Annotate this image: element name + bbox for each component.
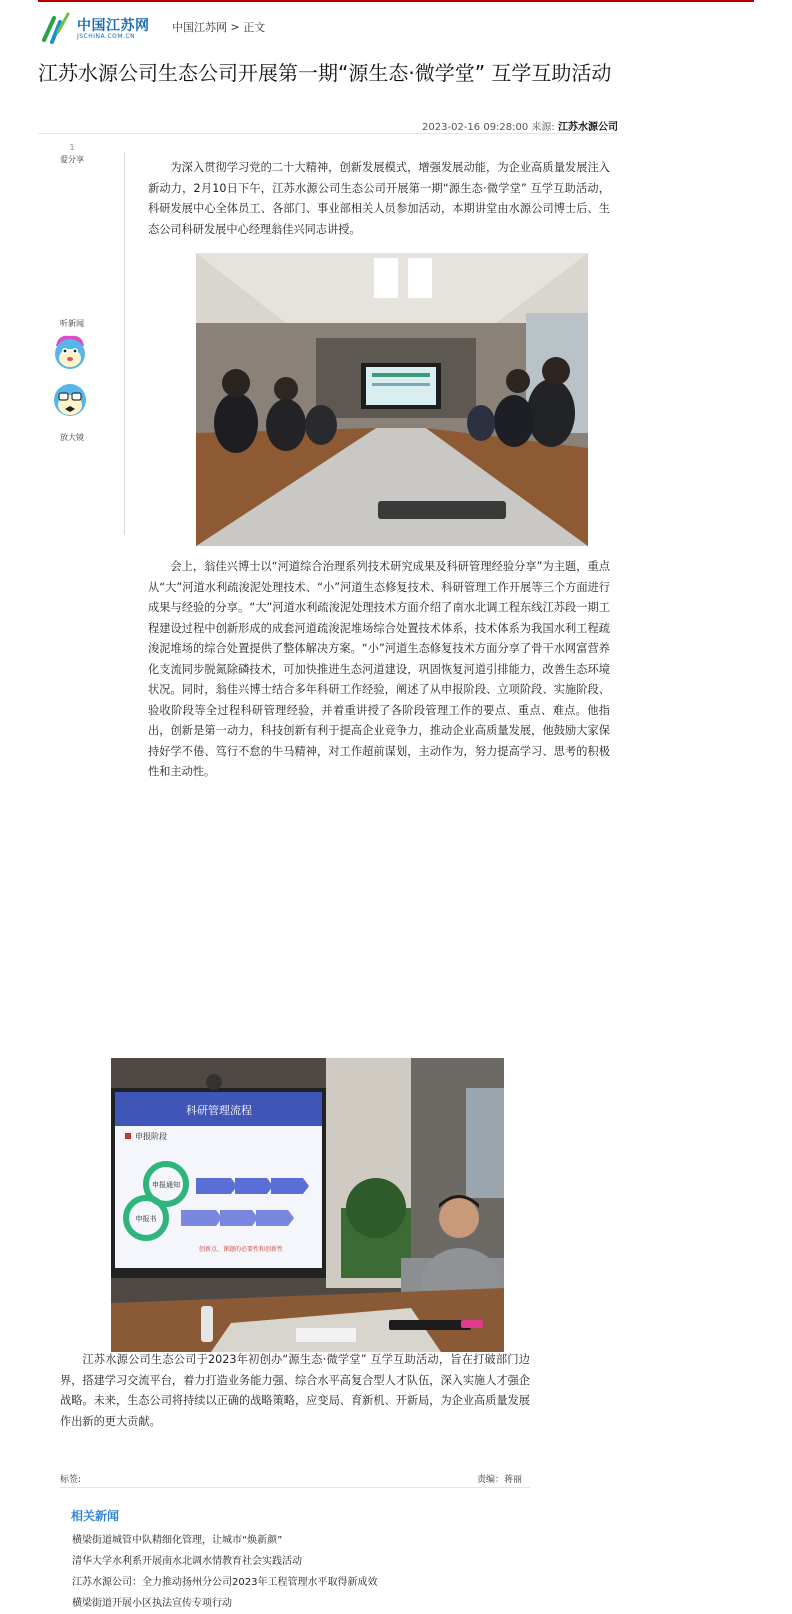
share-count: 1 xyxy=(69,143,75,152)
article-paragraph-1: 为深入贯彻学习党的二十大精神，创新发展模式，增强发展动能，为企业高质量发展注入新动力，2月10日下午，江苏水源公司生态公司开展第一期“源生态·微学堂” 互学互助活动，科研发展中心全体员工、各部门、事业部相关人员参加活动，本期讲堂由水源公司博士后、生态公司科研发展中心经理翁佳兴同志讲授。 xyxy=(148,161,610,236)
publish-datetime: 2023-02-16 09:28:00 xyxy=(422,122,529,133)
slide-section: 申报阶段 xyxy=(135,1132,167,1141)
slide-footer: 创新点、课题的必要性和创新性 xyxy=(199,1247,284,1253)
listen-mascot-icon xyxy=(50,332,90,372)
top-accent-line xyxy=(38,0,754,2)
listen-news-button[interactable] xyxy=(50,332,90,372)
source-name: 江苏水源公司 xyxy=(558,122,618,133)
share-label: 爱分享 xyxy=(60,155,84,164)
footer-divider xyxy=(60,1487,530,1488)
logo-text: 中国江苏网 xyxy=(77,18,150,34)
editor-label: 责编：蒋丽 xyxy=(477,1475,523,1485)
related-news-link[interactable]: 江苏水源公司：全力推动扬州分公司2023年工程管理水平取得新成效 xyxy=(72,1577,378,1588)
zoom-button[interactable] xyxy=(50,380,90,420)
related-news-link[interactable]: 清华大学水利系开展南水北调水情教育社会实践活动 xyxy=(72,1556,302,1567)
site-logo[interactable] xyxy=(40,10,152,46)
breadcrumb-current: 正文 xyxy=(243,21,266,34)
breadcrumb-home-link[interactable]: 中国江苏网 xyxy=(172,21,227,34)
zoom-label: 放大镜 xyxy=(60,433,84,442)
logo-subtitle: JSCHINA.COM.CN xyxy=(77,33,136,40)
tags-label: 标签: xyxy=(60,1475,82,1485)
article-meta xyxy=(422,118,618,133)
related-news-title: 相关新闻 xyxy=(71,1509,120,1523)
zoom-mascot-icon xyxy=(50,380,90,420)
article-paragraph-3: 江苏水源公司生态公司于2023年初创办“源生态·微学堂” 互学互助活动，旨在打破部门边界，搭建学习交流平台，着力打造业务能力强、综合水平高复合型人才队伍，深入实施人才强企战略。未来，生态公司将持续以正确的战略策略，应变局、育新机、开新局，为企业高质量发展作出新的更大贡献。 xyxy=(60,1353,530,1428)
tools-divider xyxy=(124,152,125,535)
lecture-photo xyxy=(111,1058,504,1352)
listen-news-label: 听新闻 xyxy=(60,319,84,328)
related-news-link[interactable]: 横梁街道城管中队精细化管理，让城市“焕新颜” xyxy=(72,1535,283,1546)
slide-circle-top: 申报通知 xyxy=(152,1182,180,1189)
article-title: 江苏水源公司生态公司开展第一期“源生态·微学堂” 互学互助活动 xyxy=(38,61,612,85)
breadcrumb-separator: > xyxy=(230,20,240,34)
related-news-link[interactable]: 横梁街道开展小区执法宣传专项行动 xyxy=(72,1598,232,1609)
logo-mark-icon xyxy=(40,10,72,46)
article-paragraph-2: 会上，翁佳兴博士以“河道综合治理系列技术研究成果及科研管理经验分享”为主题，重点从“大”河道水利疏浚泥处理技术、“小”河道生态修复技术、科研管理工作开展等三个方面进行成果与经验的分享。“大”河道水利疏浚泥处理技术方面介绍了南水北调工程东线江苏段一期工程建设过程中创新形成的成套河道疏浚泥堆场综合处置技术体系，技术体系为我国水利工程疏浚泥堆场的综合处置提供了整体解决方案。“小”河道生态修复技术方面分享了骨干水网富营养化支流同步脱氮除磷技术，可加快推进生态河道建设，巩固恢复河道引排能力，改善生态环境状况。同时，翁佳兴博士结合多年科研工作经验，阐述了从申报阶段、立项阶段、实施阶段、验收阶段等全过程科研管理经验，并着重讲授了各阶段管理工作的要点、重点、难点。他指出，创新是第一动力，科技创新有利于提高企业竞争力，推动企业高质量发展，他鼓励大家保持好学不倦、笃行不怠的牛马精神，对工作超前谋划，主动作为，努力提高学习、思考的积极性和主动性。 xyxy=(148,560,610,778)
title-divider xyxy=(38,133,618,134)
share-tool[interactable] xyxy=(50,143,94,165)
slide-circle-bottom: 申报书 xyxy=(135,1216,157,1223)
slide-title: 科研管理流程 xyxy=(186,1105,252,1117)
source-label: 来源: xyxy=(531,122,555,133)
meeting-room-photo xyxy=(196,253,588,546)
related-news-list xyxy=(72,1530,377,1614)
breadcrumb xyxy=(172,19,265,35)
